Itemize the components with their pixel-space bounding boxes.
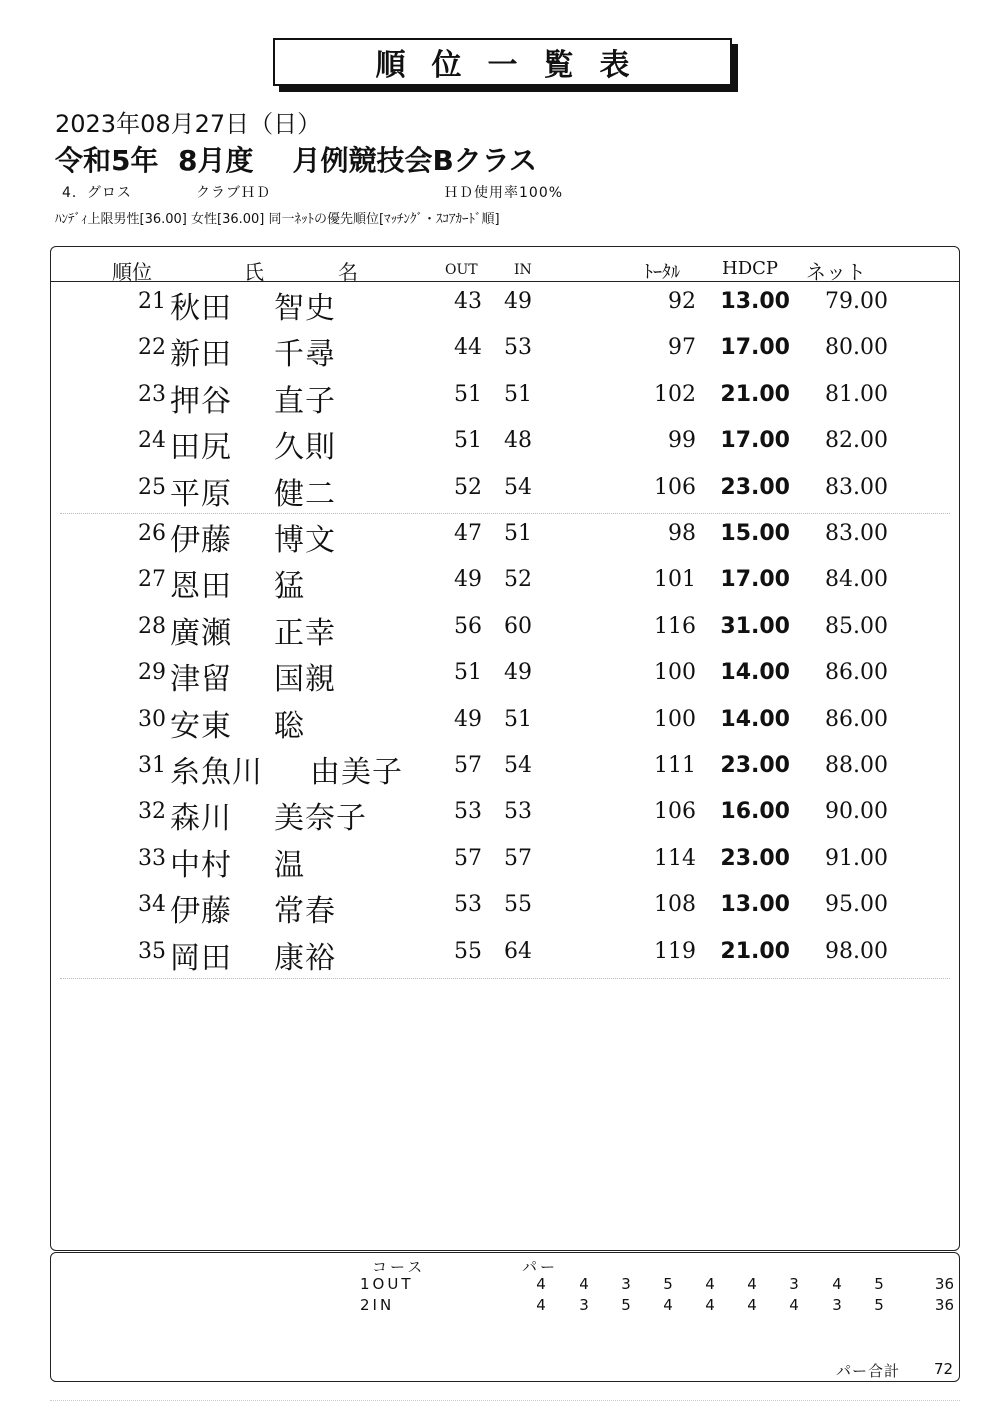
net-score-cell: 95.00 [825,892,888,918]
family-name-cell: 森川 [170,801,232,837]
rank-cell: 21 [138,289,166,314]
par-total-value: 72 [934,1360,954,1378]
course-label: コース [372,1258,426,1276]
in-score-cell: 49 [504,660,532,686]
in-score-cell: 60 [504,613,532,639]
rank-cell: 26 [138,521,166,546]
bottom-separator [50,1400,960,1401]
in-score-cell: 55 [504,892,532,918]
table-row [0,793,1000,839]
rank-cell: 30 [138,706,166,732]
header-total: ﾄｰﾀﾙ [644,262,680,283]
header-hdcp: HDCP [722,258,779,279]
hdcp-cell: 13.00 [720,892,790,918]
course-name: 1OUT [360,1275,414,1293]
event-title: 令和5年 8月度 月例競技会Bクラス [55,144,537,177]
hdcp-cell: 23.00 [720,474,790,500]
table-row [0,283,1000,329]
hole-par: 5 [663,1275,673,1293]
event-date: 2023年08月27日（日） [55,110,322,138]
out-score-cell: 52 [454,474,482,500]
family-name-cell: 津留 [170,662,232,698]
in-score-cell: 51 [504,521,532,546]
hole-par: 5 [874,1275,884,1293]
handicap-rule: ﾊﾝﾃﾞｨ上限男性[36.00] 女性[36.00] 同一ﾈｯﾄの優先順位[ﾏｯﾁﾝｸﾞ・ｽｺｱｶｰﾄﾞ順] [55,212,500,227]
given-name-cell: 康裕 [274,940,336,976]
given-name-cell: 久則 [274,430,336,466]
total-score-cell: 111 [654,753,696,778]
out-score-cell: 43 [454,289,482,314]
hole-par: 4 [579,1275,589,1293]
net-score-cell: 82.00 [825,428,888,454]
total-score-cell: 97 [668,335,696,361]
hdcp-cell: 14.00 [720,660,790,686]
score-mode: 4．グロス [62,185,132,201]
hole-par: 4 [789,1296,799,1314]
hdcp-cell: 17.00 [720,567,790,593]
in-score-cell: 57 [504,845,532,871]
hdcp-cell: 16.00 [720,799,790,825]
rank-cell: 28 [138,613,166,639]
in-score-cell: 52 [504,567,532,593]
hole-par: 3 [789,1275,799,1293]
header-rank: 順位 [112,260,152,284]
header-name-family: 氏 [244,260,264,284]
hdcp-cell: 23.00 [720,753,790,778]
header-out: OUT [445,262,478,278]
out-score-cell: 53 [454,799,482,825]
net-score-cell: 83.00 [825,521,888,546]
handicap-rate: ＨＤ使用率100% [444,185,564,201]
total-score-cell: 106 [654,799,696,825]
total-score-cell: 100 [654,706,696,732]
in-score-cell: 54 [504,474,532,500]
family-name-cell: 安東 [170,708,232,744]
hole-par: 3 [832,1296,842,1314]
family-name-cell: 秋田 [170,291,232,326]
given-name-cell: 直子 [274,383,336,419]
hole-par: 4 [705,1296,715,1314]
hole-par: 5 [874,1296,884,1314]
family-name-cell: 廣瀬 [170,615,232,651]
given-name-cell: 博文 [274,523,336,558]
family-name-cell: 押谷 [170,383,232,419]
course-par-box [50,1252,960,1382]
total-score-cell: 101 [654,567,696,593]
rank-cell: 31 [138,753,166,778]
family-name-cell: 新田 [170,337,232,373]
in-score-cell: 53 [504,799,532,825]
hole-par: 4 [663,1296,673,1314]
family-name-cell: 中村 [170,847,232,883]
family-name-cell: 田尻 [170,430,232,466]
row-separator [60,978,950,979]
out-score-cell: 49 [454,706,482,732]
total-score-cell: 119 [654,938,696,964]
net-score-cell: 90.00 [825,799,888,825]
rank-cell: 33 [138,845,166,871]
table-row [0,747,1000,793]
hdcp-cell: 31.00 [720,613,790,639]
in-score-cell: 51 [504,381,532,407]
course-par-sum: 36 [934,1275,954,1293]
hdcp-cell: 15.00 [720,521,790,546]
family-name-cell: 平原 [170,476,232,512]
net-score-cell: 83.00 [825,474,888,500]
table-row [0,701,1000,747]
out-score-cell: 55 [454,938,482,964]
out-score-cell: 44 [454,335,482,361]
hdcp-cell: 17.00 [720,335,790,361]
hole-par: 4 [536,1275,546,1293]
header-in: IN [514,262,532,278]
hdcp-cell: 21.00 [720,938,790,964]
family-name-cell: 伊藤 [170,523,232,558]
rank-cell: 25 [138,474,166,500]
given-name-cell: 智史 [274,291,336,326]
family-name-cell: 恩田 [170,569,232,605]
hole-par: 4 [747,1296,757,1314]
total-score-cell: 116 [654,613,696,639]
total-score-cell: 92 [668,289,696,314]
rank-cell: 27 [138,567,166,593]
net-score-cell: 85.00 [825,613,888,639]
net-score-cell: 91.00 [825,845,888,871]
total-score-cell: 108 [654,892,696,918]
header-net: ネット [806,260,866,284]
out-score-cell: 47 [454,521,482,546]
hdcp-cell: 17.00 [720,428,790,454]
in-score-cell: 49 [504,289,532,314]
total-score-cell: 114 [654,845,696,871]
total-score-cell: 99 [668,428,696,454]
family-name-cell: 伊藤 [170,894,232,930]
rank-cell: 22 [138,335,166,361]
given-name-cell: 聡 [274,708,305,744]
given-name-cell: 常春 [274,894,336,930]
total-score-cell: 100 [654,660,696,686]
out-score-cell: 57 [454,753,482,778]
given-name-cell: 健二 [274,476,336,512]
given-name-cell: 正幸 [274,615,336,651]
in-score-cell: 48 [504,428,532,454]
rank-cell: 34 [138,892,166,918]
net-score-cell: 98.00 [825,938,888,964]
table-row [0,608,1000,654]
given-name-cell: 温 [274,847,305,883]
rank-cell: 29 [138,660,166,686]
table-row [0,422,1000,468]
course-name: 2IN [360,1296,395,1314]
rank-cell: 35 [138,938,166,964]
row-separator [60,513,950,514]
given-name-cell: 由美子 [310,755,403,790]
hdcp-cell: 14.00 [720,706,790,732]
page-title: 順位一覧表 [375,48,656,83]
rank-cell: 32 [138,799,166,825]
handicap-type: クラブＨＤ [196,185,271,201]
hdcp-cell: 13.00 [720,289,790,314]
in-score-cell: 53 [504,335,532,361]
given-name-cell: 千尋 [274,337,336,373]
title-box [273,38,732,86]
hdcp-cell: 21.00 [720,381,790,407]
rank-cell: 23 [138,381,166,407]
net-score-cell: 81.00 [825,381,888,407]
out-score-cell: 53 [454,892,482,918]
given-name-cell: 国親 [274,662,336,698]
total-score-cell: 102 [654,381,696,407]
out-score-cell: 51 [454,660,482,686]
net-score-cell: 86.00 [825,660,888,686]
out-score-cell: 49 [454,567,482,593]
family-name-cell: 糸魚川 [170,755,263,790]
hdcp-cell: 23.00 [720,845,790,871]
par-label: パー [522,1258,559,1276]
out-score-cell: 56 [454,613,482,639]
in-score-cell: 51 [504,706,532,732]
net-score-cell: 86.00 [825,706,888,732]
table-row [0,561,1000,607]
table-row [0,329,1000,375]
given-name-cell: 美奈子 [274,801,367,837]
hole-par: 4 [832,1275,842,1293]
out-score-cell: 51 [454,381,482,407]
table-row [0,840,1000,886]
hole-par: 4 [705,1275,715,1293]
hole-par: 4 [536,1296,546,1314]
in-score-cell: 64 [504,938,532,964]
net-score-cell: 88.00 [825,753,888,778]
hole-par: 4 [747,1275,757,1293]
family-name-cell: 岡田 [170,940,232,976]
total-score-cell: 106 [654,474,696,500]
table-row [0,654,1000,700]
table-row [0,376,1000,422]
net-score-cell: 79.00 [825,289,888,314]
par-total-label: パー合計 [836,1362,901,1380]
out-score-cell: 51 [454,428,482,454]
given-name-cell: 猛 [274,569,305,605]
hole-par: 3 [621,1275,631,1293]
table-row [0,515,1000,561]
table-row [0,886,1000,932]
net-score-cell: 84.00 [825,567,888,593]
header-name-given: 名 [338,260,358,284]
hole-par: 3 [579,1296,589,1314]
in-score-cell: 54 [504,753,532,778]
table-row [0,933,1000,979]
out-score-cell: 57 [454,845,482,871]
table-row [0,469,1000,515]
rank-cell: 24 [138,428,166,454]
hole-par: 5 [621,1296,631,1314]
course-par-sum: 36 [934,1296,954,1314]
net-score-cell: 80.00 [825,335,888,361]
total-score-cell: 98 [668,521,696,546]
